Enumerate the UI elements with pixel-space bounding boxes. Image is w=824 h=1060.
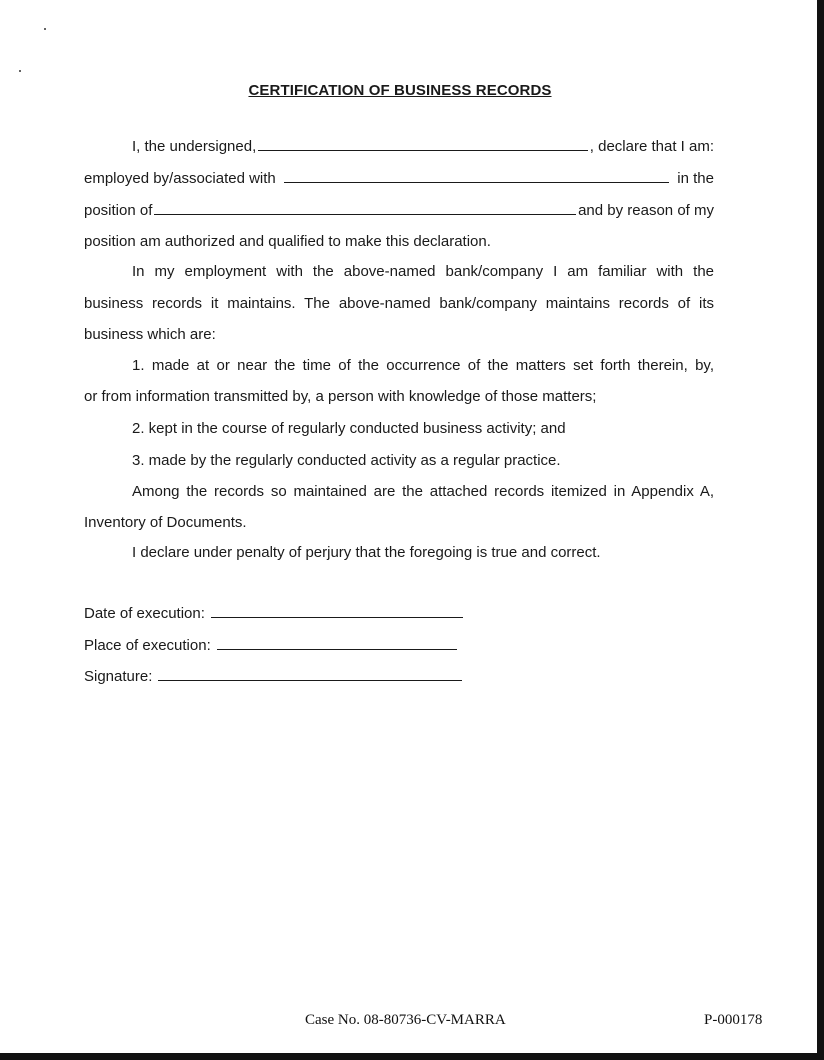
perjury-declaration: I declare under penalty of perjury that the foregoing is true and correct. xyxy=(132,544,601,561)
place-of-execution-field xyxy=(84,636,459,656)
employer-blank[interactable] xyxy=(284,169,670,183)
declarant-label: I, the undersigned, xyxy=(132,138,257,155)
employer-line xyxy=(84,169,714,189)
place-blank[interactable] xyxy=(217,636,457,650)
position-label: position of xyxy=(84,202,153,219)
page-id: P-000178 xyxy=(704,1012,763,1028)
signature-field xyxy=(84,667,464,687)
document-title: CERTIFICATION OF BUSINESS RECORDS xyxy=(248,82,552,99)
declarant-line xyxy=(132,137,714,157)
employment-line-1: In my employment with the above-named bank/company I am familiar with the xyxy=(132,263,714,280)
records-line-2: Inventory of Documents. xyxy=(84,514,247,531)
scan-speck xyxy=(44,28,46,30)
date-blank[interactable] xyxy=(211,604,463,618)
list-item: 3. made by the regularly conducted activity as a regular practice. xyxy=(132,452,561,469)
in-the-text: in the xyxy=(677,170,714,187)
signature-blank[interactable] xyxy=(158,667,462,681)
place-label: Place of execution: xyxy=(84,637,211,654)
list-item: 2. kept in the course of regularly conducted business activity; and xyxy=(132,420,566,437)
employment-line-2: business records it maintains. The above-named bank/company maintains records of its xyxy=(84,295,714,312)
signature-label: Signature: xyxy=(84,668,153,685)
position-blank[interactable] xyxy=(154,201,576,215)
case-number: Case No. 08-80736-CV-MARRA xyxy=(305,1012,506,1028)
records-line-1: Among the records so maintained are the attached records itemized in Appendix A, xyxy=(132,483,714,500)
declarant-name-blank[interactable] xyxy=(258,137,588,151)
date-label: Date of execution: xyxy=(84,605,205,622)
authorization-line: position am authorized and qualified to make this declaration. xyxy=(84,233,491,250)
scan-speck xyxy=(19,70,21,72)
list-item-continuation: or from information transmitted by, a person with knowledge of those matters; xyxy=(84,388,597,405)
position-line xyxy=(84,201,714,221)
scan-border-right xyxy=(817,0,824,1060)
scan-border-bottom xyxy=(0,1053,824,1060)
list-item: 1. made at or near the time of the occurrence of the matters set forth therein, by, xyxy=(132,357,714,374)
reason-text: and by reason of my xyxy=(578,202,714,219)
employment-line-3: business which are: xyxy=(84,326,216,343)
employer-label: employed by/associated with xyxy=(84,170,276,187)
date-of-execution-field xyxy=(84,604,465,624)
declare-text: , declare that I am: xyxy=(589,138,714,155)
